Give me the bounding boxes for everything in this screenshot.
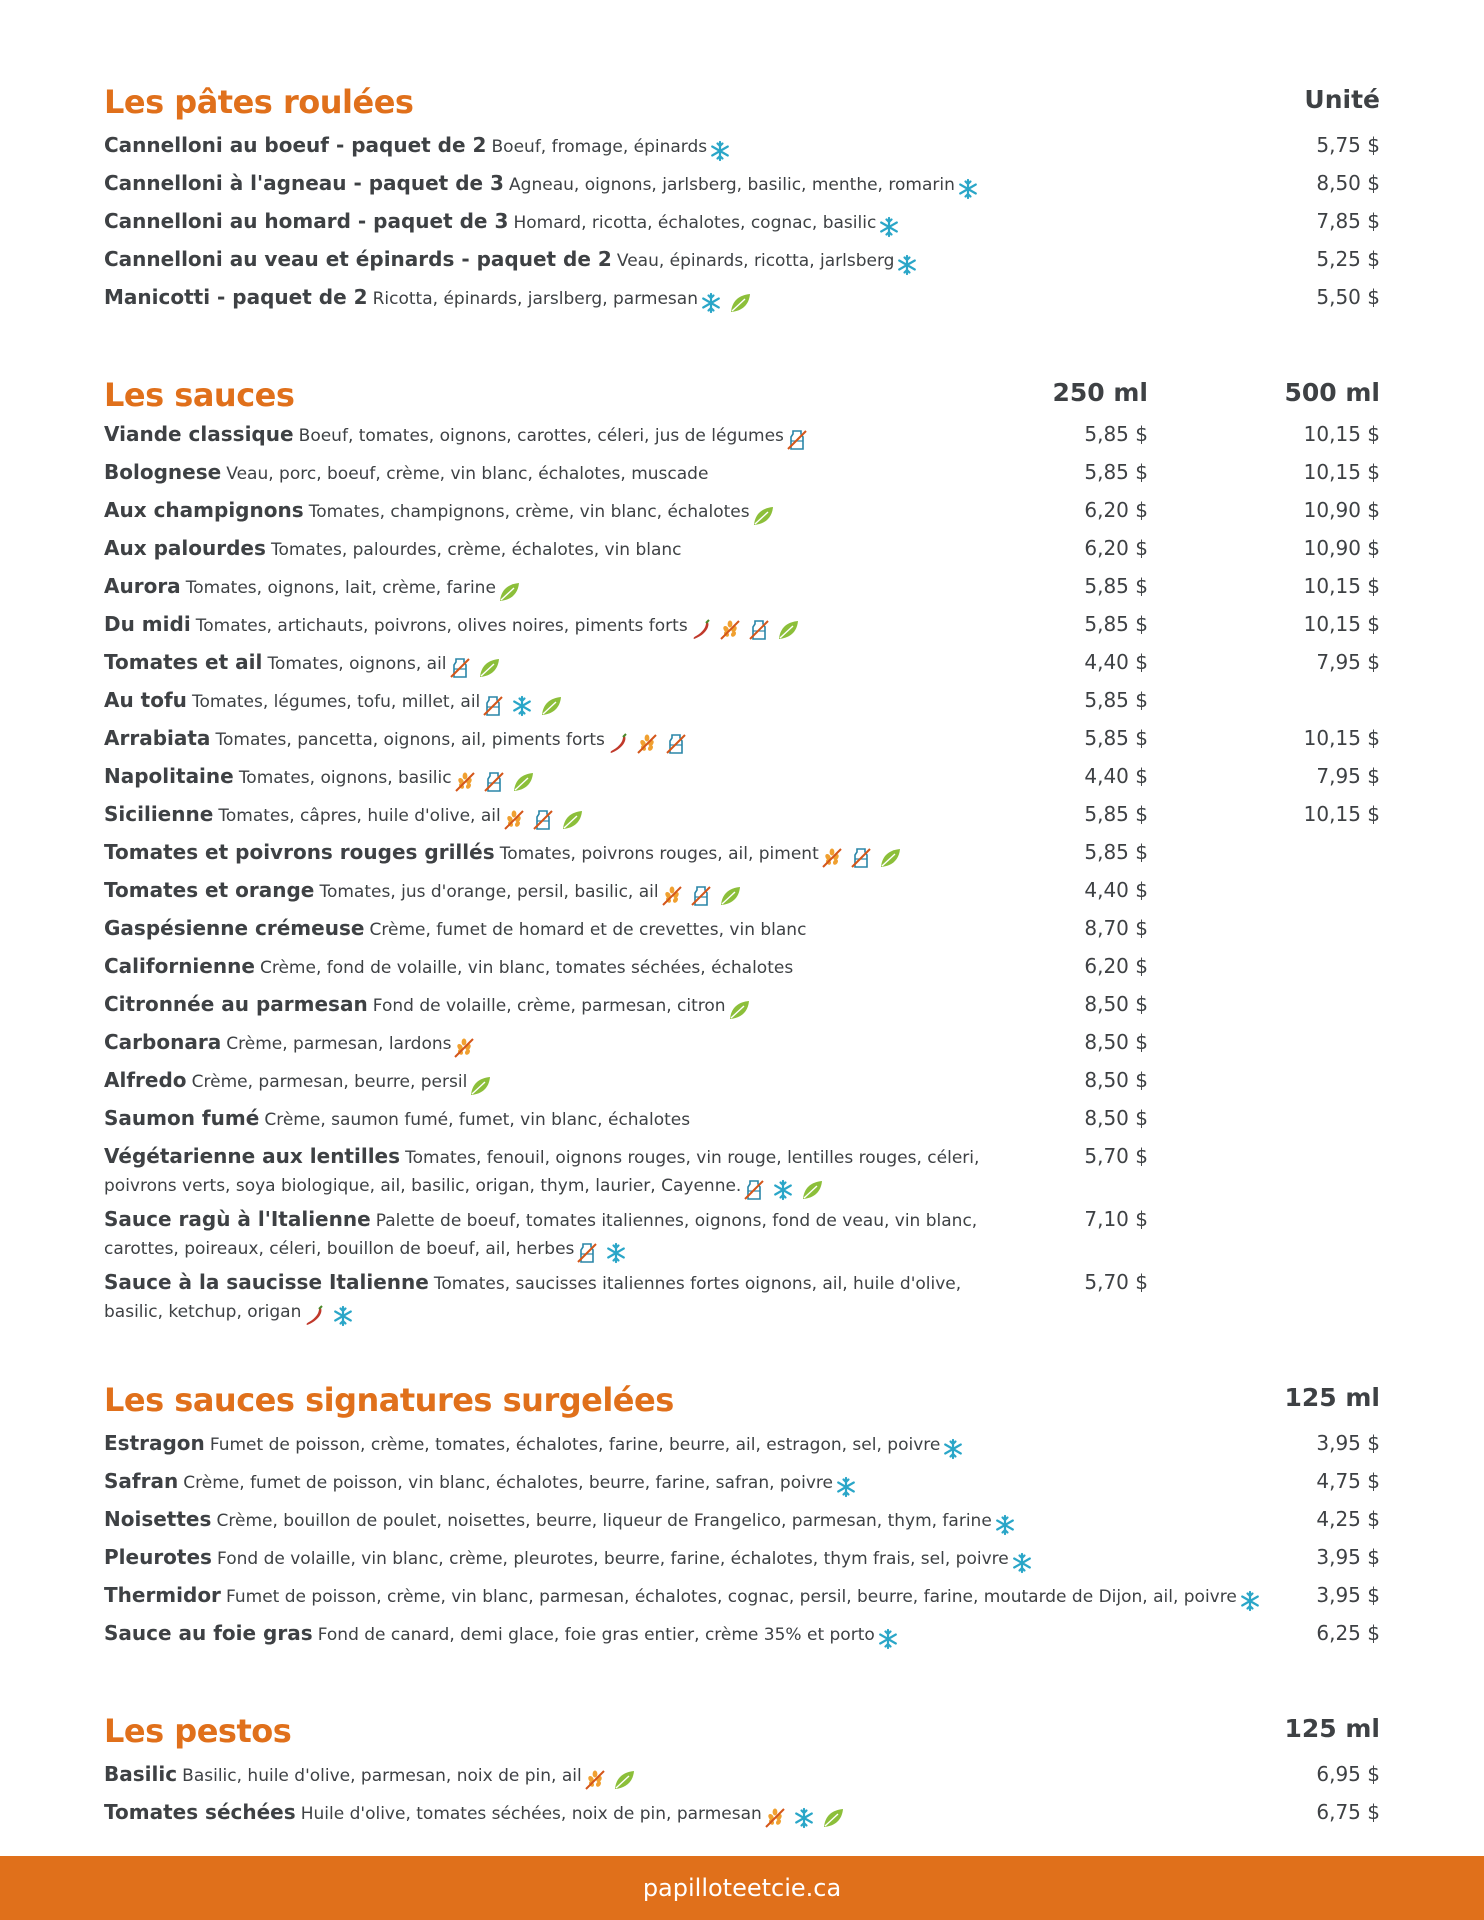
leaf-icon	[468, 1075, 492, 1097]
item-description: Tomates, légumes, tofu, millet, ail	[192, 692, 481, 712]
menu-item	[104, 1799, 850, 1830]
menu-item	[104, 1206, 984, 1265]
item-description: Tomates, palourdes, crème, échalotes, vin blanc	[270, 540, 682, 560]
snowflake-icon	[510, 695, 534, 717]
price-250ml: 5,70 $	[1084, 1144, 1148, 1168]
price-250ml: 6,20 $	[1084, 498, 1148, 522]
menu-item-row	[104, 1029, 1380, 1059]
snowflake-icon	[876, 1628, 900, 1650]
dietary-icons	[876, 1624, 905, 1651]
item-description: Crème, fumet de poisson, vin blanc, échalotes, beurre, farine, safran, poivre	[183, 1473, 833, 1493]
menu-item	[104, 497, 780, 528]
no-milk-icon	[575, 1242, 599, 1264]
menu-item-row	[104, 284, 1380, 314]
menu-item-row	[104, 953, 1380, 983]
price: 4,25 $	[1316, 1507, 1380, 1531]
menu-item-row	[104, 1468, 1380, 1498]
leaf-icon	[477, 657, 501, 679]
menu-item	[104, 573, 526, 604]
dietary-icons	[302, 1301, 360, 1328]
dietary-icons	[1010, 1548, 1039, 1575]
leaf-icon	[539, 695, 563, 717]
no-gluten-icon	[453, 771, 477, 793]
item-name: Tomates séchées	[104, 1800, 296, 1824]
menu-item	[104, 1620, 905, 1651]
item-description: Basilic, huile d'olive, parmesan, noix de pin, ail	[182, 1766, 582, 1786]
item-description: Tomates, saucisses italiennes fortes oignons, ail, huile d'olive, basilic, ketchup, origan	[104, 1274, 962, 1322]
no-milk-icon	[742, 1179, 766, 1201]
item-description: Crème, fond de volaille, vin blanc, tomates séchées, échalotes	[259, 958, 794, 978]
item-description: Crème, parmesan, beurre, persil	[191, 1072, 468, 1092]
price-250ml: 8,50 $	[1084, 1106, 1148, 1130]
no-gluten-icon	[718, 619, 742, 641]
menu-item	[104, 459, 708, 488]
item-name: Arrabiata	[104, 726, 211, 750]
item-name: Végétarienne aux lentilles	[104, 1144, 401, 1168]
snowflake-icon	[877, 216, 901, 238]
item-description: Tomates, pancetta, oignons, ail, piments forts	[215, 730, 605, 750]
price: 6,95 $	[1316, 1762, 1380, 1786]
no-milk-icon	[482, 771, 506, 793]
dietary-icons	[689, 615, 805, 642]
price-250ml: 4,40 $	[1084, 764, 1148, 788]
menu-item-row	[104, 246, 1380, 276]
item-name: Napolitaine	[104, 764, 234, 788]
dietary-icons	[452, 1033, 481, 1060]
no-milk-icon	[531, 809, 555, 831]
price-500ml: 10,15 $	[1303, 574, 1380, 598]
menu-item	[104, 801, 589, 832]
item-name: Bolognese	[104, 460, 222, 484]
menu-item	[104, 991, 756, 1022]
no-milk-icon	[664, 733, 688, 755]
item-description: Veau, épinards, ricotta, jarlsberg	[616, 251, 895, 271]
website-link[interactable]: papilloteetcie.ca	[642, 1874, 842, 1902]
price-500ml: 10,15 $	[1303, 422, 1380, 446]
item-description: Tomates, jus d'orange, persil, basilic, ail	[319, 882, 659, 902]
item-description: Tomates, oignons, basilic	[238, 768, 452, 788]
menu-item	[104, 535, 682, 564]
dietary-icons	[727, 995, 756, 1022]
menu-item	[104, 687, 568, 718]
menu-item-row	[104, 1582, 1380, 1612]
menu-item-row	[104, 1620, 1380, 1650]
column-header-125ml: 125 ml	[1284, 1714, 1380, 1743]
price-250ml: 5,85 $	[1084, 802, 1148, 826]
item-description: Fond de volaille, crème, parmesan, citron	[372, 996, 726, 1016]
price-250ml: 4,40 $	[1084, 878, 1148, 902]
price-250ml: 4,40 $	[1084, 650, 1148, 674]
item-description: Boeuf, fromage, épinards	[491, 137, 708, 157]
price: 6,75 $	[1316, 1800, 1380, 1824]
menu-item-row	[104, 1105, 1380, 1135]
menu-item	[104, 1143, 984, 1202]
snowflake-icon	[331, 1305, 355, 1327]
price-500ml: 10,15 $	[1303, 802, 1380, 826]
section-pestos	[104, 1709, 1380, 1839]
price: 3,95 $	[1316, 1431, 1380, 1455]
price-500ml: 10,90 $	[1303, 536, 1380, 560]
dietary-icons	[956, 174, 985, 201]
price-500ml: 10,15 $	[1303, 726, 1380, 750]
price-250ml: 8,50 $	[1084, 1068, 1148, 1092]
price-250ml: 8,70 $	[1084, 916, 1148, 940]
menu-item	[104, 915, 806, 944]
no-gluten-icon	[820, 847, 844, 869]
no-milk-icon	[689, 885, 713, 907]
no-milk-icon	[747, 619, 771, 641]
dietary-icons	[785, 425, 814, 452]
no-gluten-icon	[452, 1037, 476, 1059]
no-gluten-icon	[635, 733, 659, 755]
menu-item	[104, 1269, 984, 1328]
section-title: Les pâtes roulées	[104, 83, 414, 121]
dietary-icons	[502, 805, 589, 832]
price: 5,75 $	[1316, 133, 1380, 157]
item-name: Sauce à la saucisse Italienne	[104, 1270, 429, 1294]
menu-item	[104, 611, 805, 642]
menu-item-row	[104, 535, 1380, 565]
menu-item	[104, 953, 793, 982]
item-name: Sauce au foie gras	[104, 1621, 313, 1645]
dietary-icons	[895, 250, 924, 277]
item-description: Ricotta, épinards, jarslberg, parmesan	[372, 289, 698, 309]
item-name: Safran	[104, 1469, 179, 1493]
no-gluten-icon	[660, 885, 684, 907]
snowflake-icon	[941, 1438, 965, 1460]
item-description: Tomates, oignons, lait, crème, farine	[185, 578, 496, 598]
pepper-icon	[302, 1305, 326, 1327]
menu-item-row	[104, 573, 1380, 603]
price-250ml: 6,20 $	[1084, 954, 1148, 978]
price-250ml: 5,85 $	[1084, 422, 1148, 446]
menu-item-row	[104, 763, 1380, 793]
menu-item	[104, 284, 757, 315]
item-description: Fond de canard, demi glace, foie gras entier, crème 35% et porto	[317, 1625, 875, 1645]
snowflake-icon	[834, 1476, 858, 1498]
item-description: Crème, bouillon de poulet, noisettes, beurre, liqueur de Frangelico, parmesan, thym, farine	[216, 1511, 992, 1531]
section-title: Les sauces	[104, 376, 295, 414]
item-name: Cannelloni au homard - paquet de 3	[104, 209, 509, 233]
dietary-icons	[606, 729, 693, 756]
item-description: Fumet de poisson, crème, vin blanc, parmesan, échalotes, cognac, persil, beurre, farine, moutarde de Dijon, ail, poivre	[226, 1587, 1237, 1607]
price: 8,50 $	[1316, 171, 1380, 195]
price: 3,95 $	[1316, 1583, 1380, 1607]
dietary-icons	[575, 1238, 633, 1265]
price-250ml: 5,85 $	[1084, 460, 1148, 484]
column-header-250ml: 250 ml	[1052, 378, 1148, 407]
dietary-icons	[941, 1434, 970, 1461]
item-name: Tomates et poivrons rouges grillés	[104, 840, 495, 864]
leaf-icon	[821, 1807, 845, 1829]
item-description: Tomates, fenouil, oignons rouges, vin rouge, lentilles rouges, céleri, poivrons verts, soya biologique, ail, basilic, origan, thym, laurier, Cayenne.	[104, 1148, 980, 1196]
footer-bar	[0, 1856, 1484, 1920]
item-description: Huile d'olive, tomates séchées, noix de pin, parmesan	[300, 1804, 762, 1824]
menu-item-row	[104, 839, 1380, 869]
item-name: Pleurotes	[104, 1545, 212, 1569]
menu-item	[104, 725, 693, 756]
dietary-icons	[448, 653, 506, 680]
dietary-icons	[453, 767, 540, 794]
menu-item-row	[104, 801, 1380, 831]
menu-item	[104, 246, 924, 277]
item-name: Thermidor	[104, 1583, 221, 1607]
price: 4,75 $	[1316, 1469, 1380, 1493]
price-250ml: 8,50 $	[1084, 992, 1148, 1016]
leaf-icon	[728, 292, 752, 314]
price-250ml: 8,50 $	[1084, 1030, 1148, 1054]
price-250ml: 5,85 $	[1084, 840, 1148, 864]
item-name: Au tofu	[104, 688, 187, 712]
menu-item-row	[104, 1269, 1380, 1323]
menu-item-row	[104, 497, 1380, 527]
menu-item	[104, 1582, 1267, 1613]
section-sauces	[104, 373, 1380, 1323]
dietary-icons	[763, 1803, 850, 1830]
section-title: Les sauces signatures surgelées	[104, 1381, 674, 1419]
menu-item	[104, 1029, 481, 1060]
snowflake-icon	[792, 1807, 816, 1829]
snowflake-icon	[604, 1242, 628, 1264]
column-header-500ml: 500 ml	[1284, 378, 1380, 407]
item-description: Tomates, poivrons rouges, ail, piment	[499, 844, 819, 864]
item-name: Aux palourdes	[104, 536, 266, 560]
item-name: Saumon fumé	[104, 1106, 260, 1130]
price: 5,50 $	[1316, 285, 1380, 309]
dietary-icons	[834, 1472, 863, 1499]
item-name: Tomates et orange	[104, 878, 315, 902]
item-description: Crème, saumon fumé, fumet, vin blanc, échalotes	[264, 1110, 691, 1130]
item-name: Gaspésienne crémeuse	[104, 916, 365, 940]
menu-item-row	[104, 991, 1380, 1021]
snowflake-icon	[699, 292, 723, 314]
price-500ml: 7,95 $	[1316, 650, 1380, 674]
item-description: Agneau, oignons, jarlsberg, basilic, menthe, romarin	[509, 175, 955, 195]
price-250ml: 5,70 $	[1084, 1270, 1148, 1294]
item-name: Carbonara	[104, 1030, 222, 1054]
menu-item	[104, 132, 737, 163]
dietary-icons	[660, 881, 747, 908]
menu-item-row	[104, 877, 1380, 907]
item-name: Californienne	[104, 954, 255, 978]
dietary-icons	[708, 136, 737, 163]
price: 3,95 $	[1316, 1545, 1380, 1569]
dietary-icons	[468, 1071, 497, 1098]
no-milk-icon	[448, 657, 472, 679]
column-header-125ml: 125 ml	[1284, 1383, 1380, 1412]
price-500ml: 10,90 $	[1303, 498, 1380, 522]
dietary-icons	[583, 1765, 641, 1792]
item-name: Estragon	[104, 1431, 205, 1455]
leaf-icon	[751, 505, 775, 527]
item-name: Du midi	[104, 612, 191, 636]
item-description: Tomates, oignons, ail	[267, 654, 447, 674]
dietary-icons	[820, 843, 907, 870]
snowflake-icon	[956, 178, 980, 200]
item-name: Aux champignons	[104, 498, 304, 522]
menu-item-row	[104, 611, 1380, 641]
menu-item	[104, 1544, 1039, 1575]
item-name: Tomates et ail	[104, 650, 263, 674]
menu-item	[104, 649, 506, 680]
menu-item	[104, 421, 814, 452]
no-gluten-icon	[502, 809, 526, 831]
menu-item-row	[104, 132, 1380, 162]
menu-item	[104, 1105, 690, 1134]
section-pates	[104, 80, 1380, 320]
menu-item-row	[104, 687, 1380, 717]
dietary-icons	[877, 212, 906, 239]
no-milk-icon	[481, 695, 505, 717]
price-500ml: 10,15 $	[1303, 612, 1380, 636]
item-description: Palette de boeuf, tomates italiennes, oignons, fond de veau, vin blanc, carottes, poireaux, céleri, bouillon de boeuf, ail, herbes	[104, 1211, 978, 1259]
section-title: Les pestos	[104, 1712, 292, 1750]
menu-item	[104, 208, 906, 239]
leaf-icon	[800, 1179, 824, 1201]
menu-item	[104, 763, 540, 794]
menu-item	[104, 877, 747, 908]
item-name: Cannelloni à l'agneau - paquet de 3	[104, 171, 504, 195]
leaf-icon	[776, 619, 800, 641]
menu-item-row	[104, 1799, 1380, 1829]
item-description: Veau, porc, boeuf, crème, vin blanc, échalotes, muscade	[226, 464, 709, 484]
price: 6,25 $	[1316, 1621, 1380, 1645]
item-name: Alfredo	[104, 1068, 187, 1092]
menu-item	[104, 1468, 863, 1499]
leaf-icon	[511, 771, 535, 793]
no-gluten-icon	[583, 1769, 607, 1791]
dietary-icons	[699, 288, 757, 315]
item-name: Viande classique	[104, 422, 294, 446]
item-name: Aurora	[104, 574, 181, 598]
leaf-icon	[612, 1769, 636, 1791]
price-250ml: 5,85 $	[1084, 688, 1148, 712]
menu-item	[104, 839, 907, 870]
menu-item-row	[104, 915, 1380, 945]
price-250ml: 5,85 $	[1084, 574, 1148, 598]
menu-item-row	[104, 459, 1380, 489]
item-description: Tomates, câpres, huile d'olive, ail	[218, 806, 501, 826]
snowflake-icon	[1010, 1552, 1034, 1574]
price-500ml: 10,15 $	[1303, 460, 1380, 484]
pepper-icon	[606, 733, 630, 755]
leaf-icon	[497, 581, 521, 603]
item-description: Tomates, artichauts, poivrons, olives noires, piments forts	[195, 616, 688, 636]
no-milk-icon	[849, 847, 873, 869]
dietary-icons	[481, 691, 568, 718]
menu-item-row	[104, 1067, 1380, 1097]
dietary-icons	[751, 501, 780, 528]
menu-item	[104, 1761, 641, 1792]
menu-item-row	[104, 1761, 1380, 1791]
menu-item	[104, 1430, 970, 1461]
item-description: Homard, ricotta, échalotes, cognac, basilic	[513, 213, 877, 233]
snowflake-icon	[895, 254, 919, 276]
no-milk-icon	[785, 429, 809, 451]
price: 7,85 $	[1316, 209, 1380, 233]
column-header-unit: Unité	[1304, 85, 1380, 114]
item-name: Sicilienne	[104, 802, 214, 826]
leaf-icon	[718, 885, 742, 907]
price: 5,25 $	[1316, 247, 1380, 271]
price-250ml: 5,85 $	[1084, 612, 1148, 636]
item-name: Sauce ragù à l'Italienne	[104, 1207, 371, 1231]
leaf-icon	[878, 847, 902, 869]
price-500ml: 7,95 $	[1316, 764, 1380, 788]
item-description: Crème, fumet de homard et de crevettes, vin blanc	[369, 920, 807, 940]
menu-item-row	[104, 1544, 1380, 1574]
section-signatures	[104, 1378, 1380, 1668]
menu-item	[104, 1506, 1022, 1537]
item-name: Cannelloni au veau et épinards - paquet de 2	[104, 247, 612, 271]
snowflake-icon	[771, 1179, 795, 1201]
item-name: Cannelloni au boeuf - paquet de 2	[104, 133, 487, 157]
item-description: Fond de volaille, vin blanc, crème, pleurotes, beurre, farine, échalotes, thym frais, sel, poivre	[217, 1549, 1009, 1569]
item-name: Basilic	[104, 1762, 178, 1786]
snowflake-icon	[708, 140, 732, 162]
leaf-icon	[727, 999, 751, 1021]
menu-item-row	[104, 1430, 1380, 1460]
pepper-icon	[689, 619, 713, 641]
menu-item-row	[104, 208, 1380, 238]
item-description: Crème, parmesan, lardons	[226, 1034, 452, 1054]
item-name: Noisettes	[104, 1507, 212, 1531]
item-description: Boeuf, tomates, oignons, carottes, céleri, jus de légumes	[298, 426, 784, 446]
menu-item-row	[104, 649, 1380, 679]
menu-item	[104, 170, 985, 201]
item-description: Tomates, champignons, crème, vin blanc, échalotes	[308, 502, 750, 522]
item-name: Manicotti - paquet de 2	[104, 285, 368, 309]
menu-item-row	[104, 1506, 1380, 1536]
dietary-icons	[742, 1175, 829, 1202]
price-250ml: 6,20 $	[1084, 536, 1148, 560]
price-250ml: 5,85 $	[1084, 726, 1148, 750]
snowflake-icon	[993, 1514, 1017, 1536]
menu-item	[104, 1067, 497, 1098]
menu-item-row	[104, 1206, 1380, 1260]
menu-item-row	[104, 725, 1380, 755]
menu-item-row	[104, 1143, 1380, 1197]
menu-item-row	[104, 170, 1380, 200]
dietary-icons	[497, 577, 526, 604]
price-250ml: 7,10 $	[1084, 1207, 1148, 1231]
item-description: Fumet de poisson, crème, tomates, échalotes, farine, beurre, ail, estragon, sel, poivre	[209, 1435, 941, 1455]
item-name: Citronnée au parmesan	[104, 992, 368, 1016]
menu-item-row	[104, 421, 1380, 451]
dietary-icons	[993, 1510, 1022, 1537]
leaf-icon	[560, 809, 584, 831]
no-gluten-icon	[763, 1807, 787, 1829]
